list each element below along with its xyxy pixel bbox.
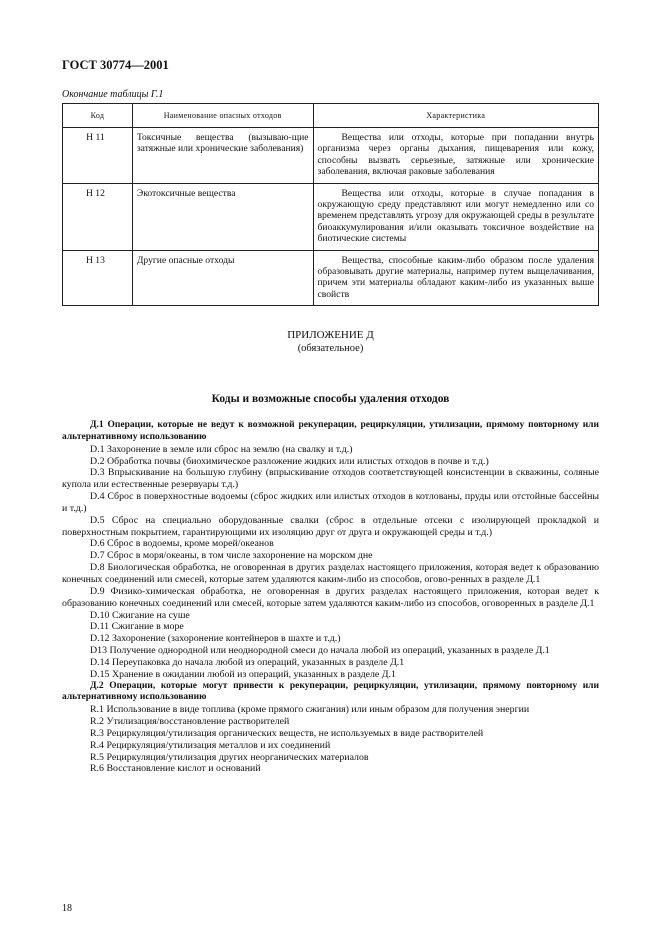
list-item: D.12 Захоронение (захоронение контейнеров в шахте и т.д.) [90,633,341,645]
row-characteristic: Вещества или отходы, которые при попадании внутрь организма через органы дыхания, пищеварения или кожу, способны вызвать серьезные, затяжные или хронические заболевания, включая раковые заболевания [313,128,598,184]
page-number: 18 [62,903,72,914]
hazard-table [62,103,599,306]
column-header-name: Наименование опасных отходов [132,104,313,128]
row-characteristic: Вещества или отходы, которые в случае попадания в окружающую среду представляют или могут немедленно или со временем представлять угрозу для окружающей среды в результате биоаккумулирования и/или оказывать токсичное воздействие на биотические системы [313,183,598,250]
section-heading: Д.1 Операции, которые не ведут к возможной рекуперации, рециркуляции, утилизации, прямому повторному или альтернативному использованию [62,420,599,442]
list-item: R.4 Рециркуляция/утилизация металлов и их соединений [90,739,331,751]
list-item: D.1 Захоронение в земле или сброс на землю (на свалку и т.д.) [90,443,353,455]
table-row [63,183,599,250]
list-item: D.6 Сброс в водоемы, кроме морей/океанов [90,538,274,550]
list-item: D.11 Сжигание в море [90,621,184,633]
list-item: D.4 Сброс в поверхностные водоемы (сброс жидких или илистых отходов в котлованы, пруды или отстойные бассейны и т.д.) [62,491,599,514]
list-item: R.3 Рециркуляция/утилизация органических веществ, не используемых в виде растворителей [90,727,484,739]
row-name: Другие опасные отходы [132,250,313,306]
list-item: D.3 Впрыскивание на большую глубину (впрыскивание отходов соответствующей консистенции в скважины, соляные купола или естественные резервуары т.д.) [62,467,599,491]
row-name: Токсичные вещества (вызываю-щие затяжные или хронические заболевания) [132,128,313,184]
table-row [63,128,599,184]
list-item: D.15 Хранение в ожидании любой из операций, указанных в разделе Д.1 [90,668,396,680]
table-caption: Окончание таблицы Г.1 [62,89,164,100]
column-header-code: Код [63,104,133,128]
list-item: D.2 Обработка почвы (биохимическое разложение жидких или илистых отходов в почве и т.д.) [90,455,489,467]
list-item: R.5 Рециркуляция/утилизация других неорганических материалов [90,751,369,763]
section-title: Коды и возможные способы удаления отходов [211,393,450,405]
annex-status: (обязательное) [297,343,364,354]
list-item: D.7 Сброс в моря/океаны, в том числе захоронение на морском дне [90,550,373,562]
table-row [63,250,599,306]
table-header-row [63,104,599,128]
list-item: D.9 Физико-химическая обработка, не оговоренная в других разделах настоящего приложения, которая ведет к образованию конечных соединений или смесей, которые затем удаляются каким-либо из способов, оговоренных в разделе Д.1 [62,585,599,609]
list-item: R.2 Утилизация/восстановление растворителей [90,716,290,728]
list-item: D.14 Переупаковка до начала любой из операций, указанных в разделе Д.1 [90,656,405,668]
row-code: Н 12 [63,183,133,250]
list-item: D.5 Сброс на специально оборудованные свалки (сброс в отдельные отсеки с изолирующей прокладкой и поверхностным покрытием, гарантирующими их изоляцию друг от друга и окружающей среды и т.д.) [62,514,599,538]
column-header-characteristic: Характеристика [313,104,598,128]
list-item: D.8 Биологическая обработка, не оговоренная в других разделах настоящего приложения, которая ведет к образованию конечных соединений или смесей, которые затем удаляются каким-либо из способов, огово-ренных в разделе Д.1 [62,562,599,585]
body-text [62,420,599,775]
list-item: R.6 Восстановление кислот и оснований [90,763,261,775]
list-item: D13 Получение однородной или неоднородной смеси до начала любой из операций, указанных в разделе Д.1 [90,645,550,657]
annex-title: ПРИЛОЖЕНИЕ Д [287,329,374,341]
row-characteristic: Вещества, способные каким-либо образом после удаления образовывать другие материалы, например путем выщелачивания, причем эти материалы обладают каким-либо из указанных выше свойств [313,250,598,306]
row-name: Экотоксичные вещества [132,183,313,250]
row-code: Н 11 [63,128,133,184]
list-item: R.1 Использование в виде топлива (кроме прямого сжигания) или иным образом для получения энергии [90,704,530,716]
list-item: D.10 Сжигание на суше [90,609,190,621]
section-heading: Д.2 Операции, которые могут привести к рекуперации, рециркуляции, утилизации, прямому повторному или альтернативному использованию [62,680,599,703]
row-code: Н 13 [63,250,133,306]
document-header: ГОСТ 30774—2001 [62,58,169,72]
